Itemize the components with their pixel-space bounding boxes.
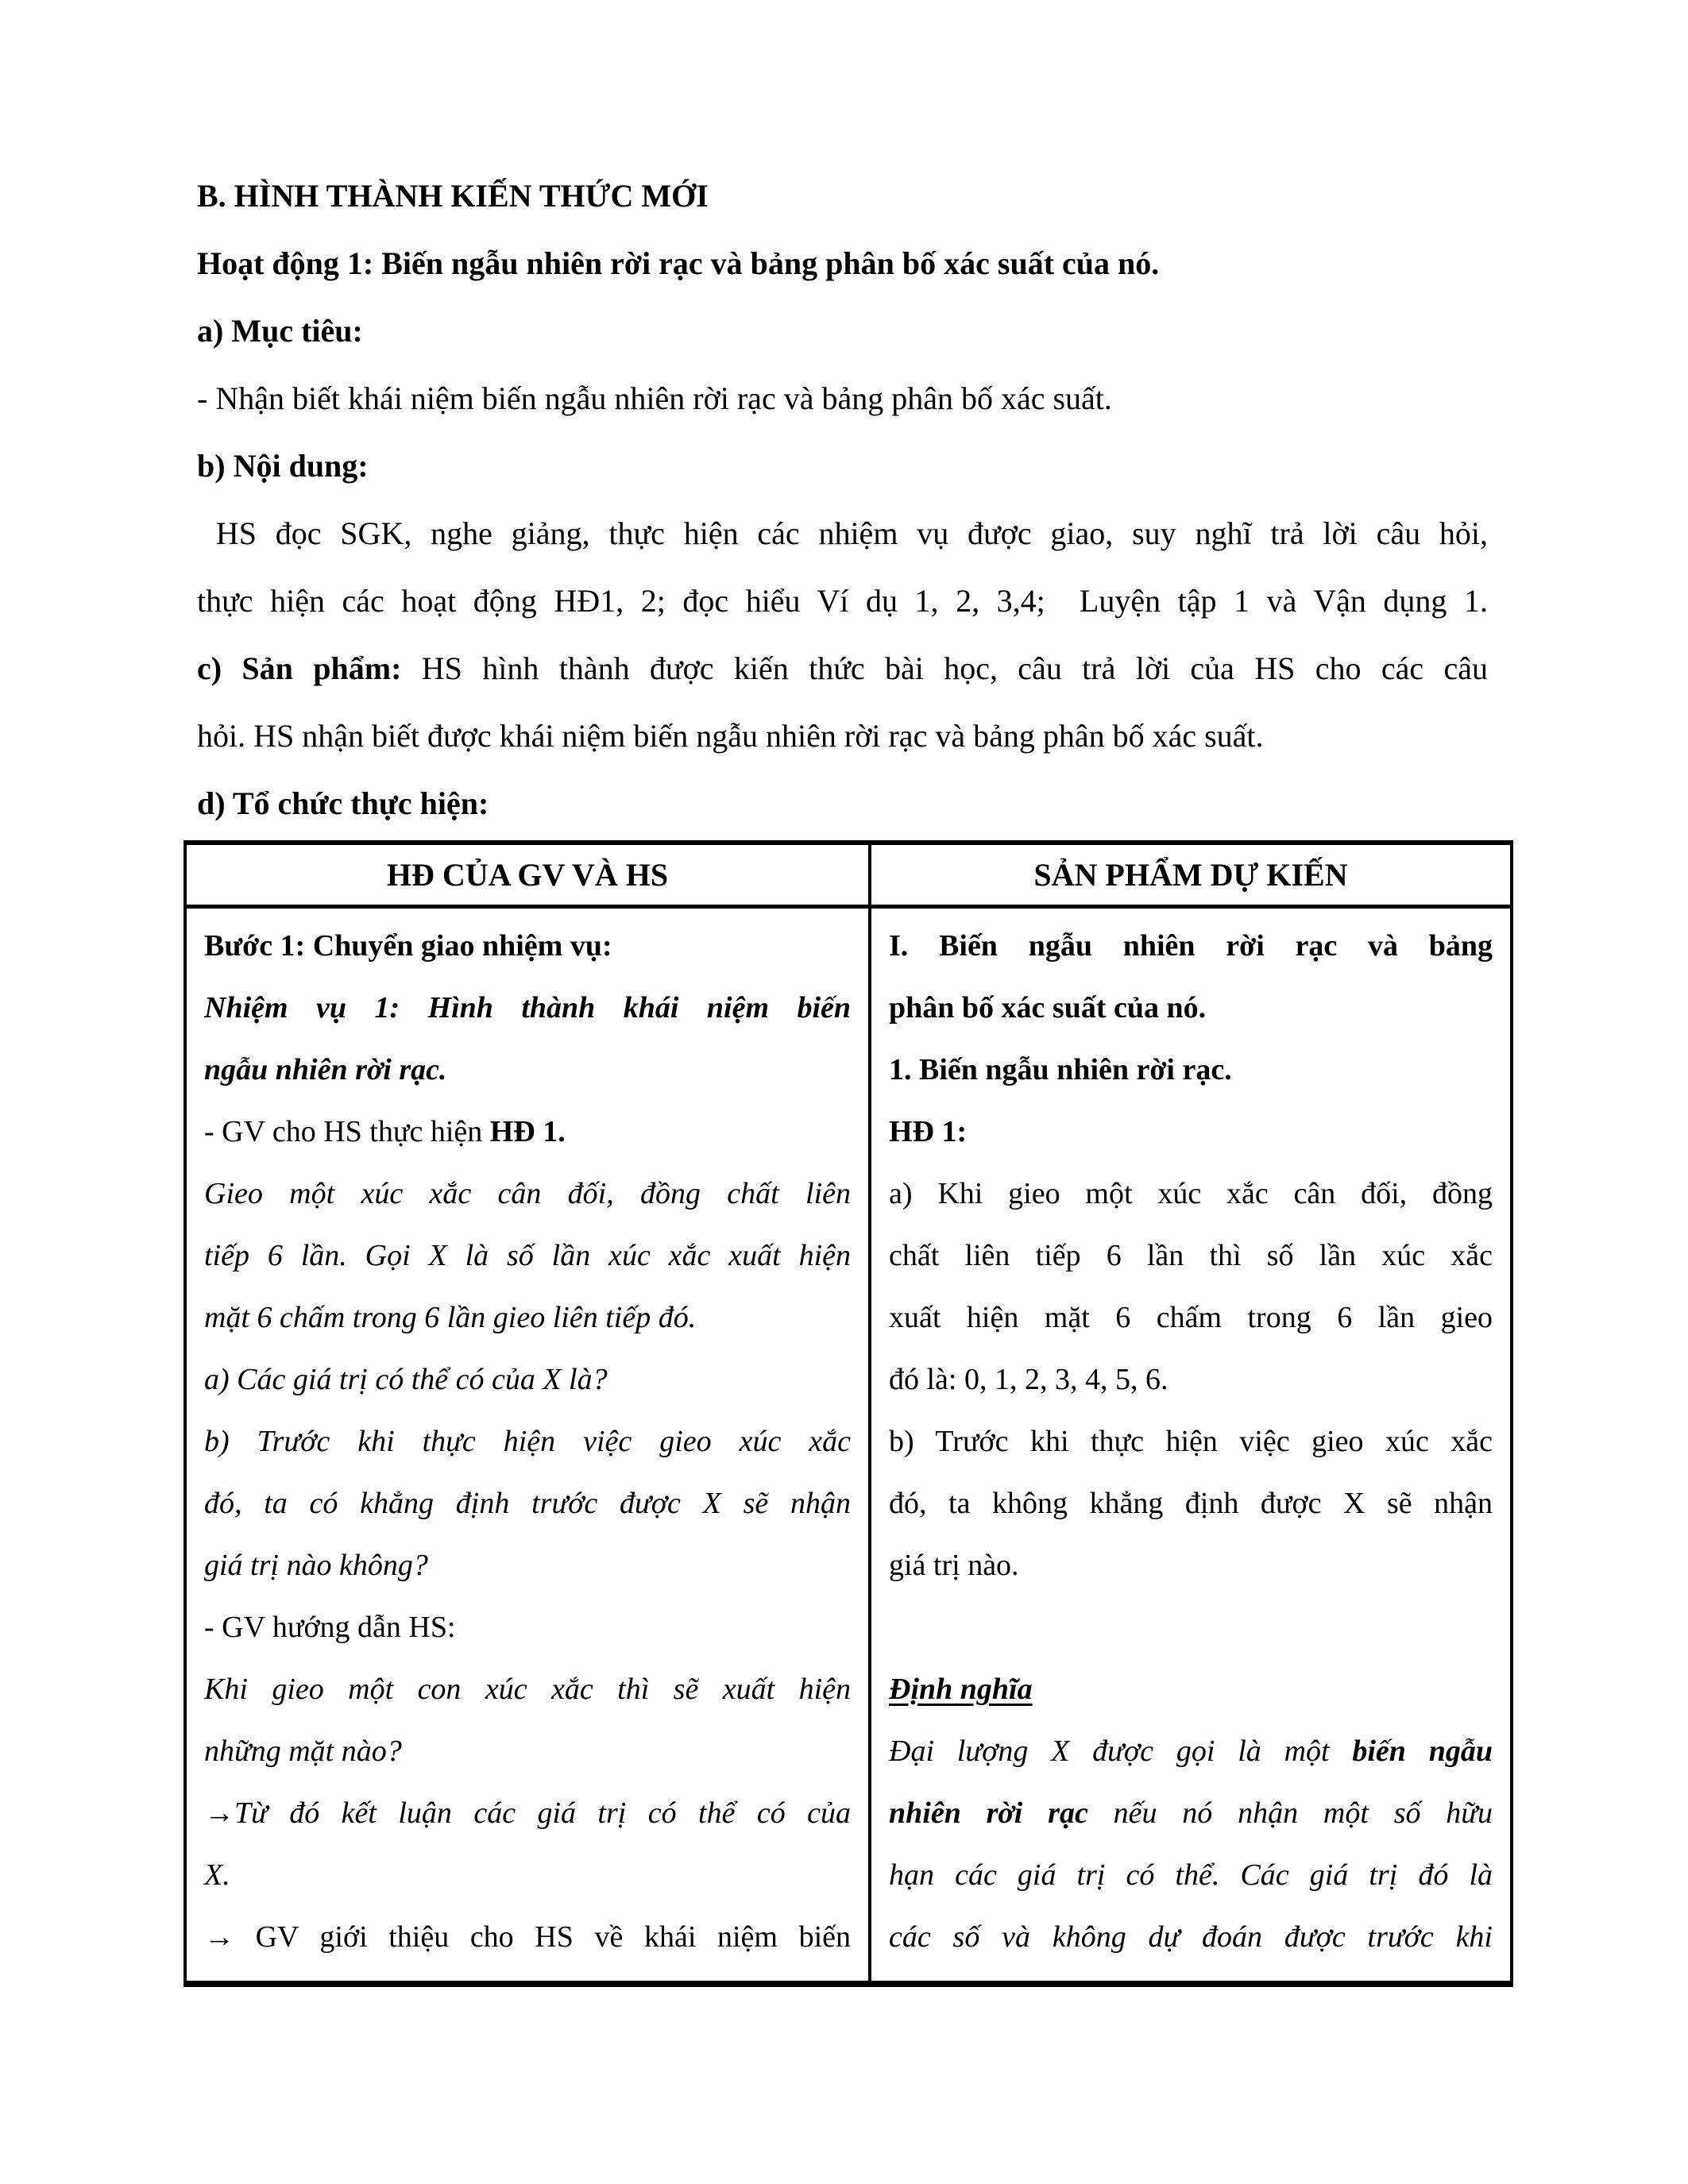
text-segment: Gieo một xúc xắc cân đối, đồng chất liên	[204, 1177, 851, 1210]
text-segment: - GV hướng dẫn HS:	[204, 1611, 456, 1644]
text-line	[204, 1906, 851, 1968]
text-line	[197, 365, 1488, 432]
text-line	[889, 1906, 1493, 1968]
text-line	[889, 977, 1493, 1039]
text-segment: HS hình thành được kiến thức bài học, câu trả lời của HS cho các câu	[421, 650, 1488, 686]
text-segment: Khi gieo một con xúc xắc thì sẽ xuất hiện	[204, 1673, 851, 1706]
text-segment: đó là: 0, 1, 2, 3, 4, 5, 6.	[889, 1363, 1168, 1396]
text-line	[204, 1720, 851, 1782]
text-line	[204, 1163, 851, 1225]
text-line	[197, 162, 1488, 230]
text-segment: tiếp 6 lần. Gọi X là số lần xúc xắc xuất hiện	[204, 1239, 851, 1272]
text-line	[204, 1410, 851, 1472]
text-line	[204, 1596, 851, 1658]
text-line	[204, 1287, 851, 1349]
text-segment: hạn các giá trị có thể. Các giá trị đó là	[889, 1858, 1493, 1892]
text-segment: giá trị nào không?	[204, 1549, 428, 1582]
text-line	[889, 1844, 1493, 1906]
text-line	[204, 1658, 851, 1720]
text-line	[197, 702, 1488, 770]
text-segment: B. HÌNH THÀNH KIẾN THỨC MỚI	[197, 178, 709, 214]
text-segment: nhiên rời rạc	[889, 1796, 1088, 1830]
text-line	[889, 915, 1493, 977]
text-segment: b) Trước khi thực hiện việc gieo xúc xắc	[889, 1425, 1493, 1458]
text-line	[889, 1287, 1493, 1349]
text-segment: Bước 1: Chuyển giao nhiệm vụ:	[204, 929, 612, 963]
text-segment: giá trị nào.	[889, 1549, 1019, 1582]
text-line	[889, 1039, 1493, 1101]
text-segment: Nhiệm vụ 1: Hình thành khái niệm biến	[204, 991, 851, 1024]
table-header-hd-cua-gv-va-hs: HĐ CỦA GV VÀ HS	[185, 843, 870, 907]
text-segment: thực hiện các hoạt động HĐ1, 2; đọc hiểu Ví dụ 1, 2, 3,4; Luyện tập 1 và Vận dụng 1.	[197, 583, 1488, 619]
table-header-san-pham-du-kien: SẢN PHẨM DỰ KIẾN	[870, 843, 1512, 907]
text-line	[889, 1349, 1493, 1410]
text-segment: phân bố xác suất của nó.	[889, 991, 1207, 1024]
gv-hs-activities-cell	[185, 907, 870, 1985]
text-line	[889, 1782, 1493, 1844]
intro-section	[0, 0, 1688, 837]
text-segment: X.	[204, 1858, 230, 1892]
text-segment: I. Biến ngẫu nhiên rời rạc và bảng	[889, 929, 1493, 963]
text-line	[889, 1534, 1493, 1596]
text-line	[197, 297, 1488, 365]
text-segment: hỏi. HS nhận biết được khái niệm biến ngẫu nhiên rời rạc và bảng phân bố xác suất.	[197, 718, 1264, 754]
text-line	[197, 500, 1488, 567]
text-line	[197, 567, 1488, 635]
text-segment: Đại lượng X được gọi là một	[889, 1734, 1353, 1768]
expected-products-cell	[870, 907, 1512, 1985]
text-segment: Hoạt động 1: Biến ngẫu nhiên rời rạc và bảng phân bố xác suất của nó.	[197, 245, 1160, 281]
text-segment: biến ngẫu	[1352, 1734, 1493, 1768]
text-segment: a) Các giá trị có thể có của X là?	[204, 1363, 608, 1396]
text-segment: HĐ 1:	[889, 1115, 968, 1148]
text-segment: ngẫu nhiên rời rạc.	[204, 1053, 447, 1086]
text-line	[889, 1596, 1493, 1658]
text-segment: - GV cho HS thực hiện	[204, 1115, 490, 1148]
text-segment: →Từ đó kết luận các giá trị có thể có của	[204, 1796, 851, 1830]
text-segment: đó, ta không khẳng định được X sẽ nhận	[889, 1487, 1493, 1520]
text-segment: c) Sản phẩm:	[197, 650, 422, 686]
lesson-plan-table	[183, 840, 1513, 1987]
text-line	[889, 1658, 1493, 1720]
text-segment: → GV giới thiệu cho HS về khái niệm biến	[204, 1920, 851, 1954]
text-segment: các số và không dự đoán được trước khi	[889, 1920, 1493, 1954]
table-header-row	[185, 843, 1512, 907]
text-line	[204, 977, 851, 1039]
text-segment: a) Khi gieo một xúc xắc cân đối, đồng	[889, 1177, 1493, 1210]
text-line	[204, 1472, 851, 1534]
text-line	[204, 1534, 851, 1596]
text-line	[889, 1163, 1493, 1225]
table-body	[185, 907, 1512, 1985]
text-segment: những mặt nào?	[204, 1734, 402, 1768]
text-line	[197, 432, 1488, 500]
text-segment: - Nhận biết khái niệm biến ngẫu nhiên rời rạc và bảng phân bố xác suất.	[197, 380, 1112, 416]
text-segment: a) Mục tiêu:	[197, 313, 363, 349]
table-row	[185, 907, 1512, 1985]
text-segment: b) Nội dung:	[197, 448, 369, 484]
text-segment: HS đọc SGK, nghe giảng, thực hiện các nhiệm vụ được giao, suy nghĩ trả lời câu hỏi,	[197, 515, 1488, 551]
text-segment: b) Trước khi thực hiện việc gieo xúc xắc	[204, 1425, 851, 1458]
text-line	[889, 1225, 1493, 1287]
text-line	[889, 1101, 1493, 1163]
text-line	[889, 1720, 1493, 1782]
text-line	[204, 1782, 851, 1844]
text-segment: d) Tổ chức thực hiện:	[197, 785, 489, 821]
text-line	[889, 1472, 1493, 1534]
text-line	[889, 1410, 1493, 1472]
text-segment: nếu nó nhận một số hữu	[1087, 1796, 1493, 1830]
text-segment: xuất hiện mặt 6 chấm trong 6 lần gieo	[889, 1301, 1493, 1334]
text-line	[204, 1844, 851, 1906]
text-segment: mặt 6 chấm trong 6 lần gieo liên tiếp đó.	[204, 1301, 697, 1334]
text-line	[197, 635, 1488, 702]
text-segment: HĐ 1.	[489, 1115, 566, 1148]
text-line	[204, 1101, 851, 1163]
text-segment: đó, ta có khẳng định trước được X sẽ nhận	[204, 1487, 851, 1520]
text-line	[197, 230, 1488, 297]
text-line	[204, 915, 851, 977]
text-line	[197, 770, 1488, 837]
text-line	[204, 1349, 851, 1410]
text-line	[204, 1225, 851, 1287]
text-segment: chất liên tiếp 6 lần thì số lần xúc xắc	[889, 1239, 1493, 1272]
text-line	[204, 1039, 851, 1101]
text-segment: Định nghĩa	[889, 1673, 1033, 1706]
text-segment: 1. Biến ngẫu nhiên rời rạc.	[889, 1053, 1232, 1086]
